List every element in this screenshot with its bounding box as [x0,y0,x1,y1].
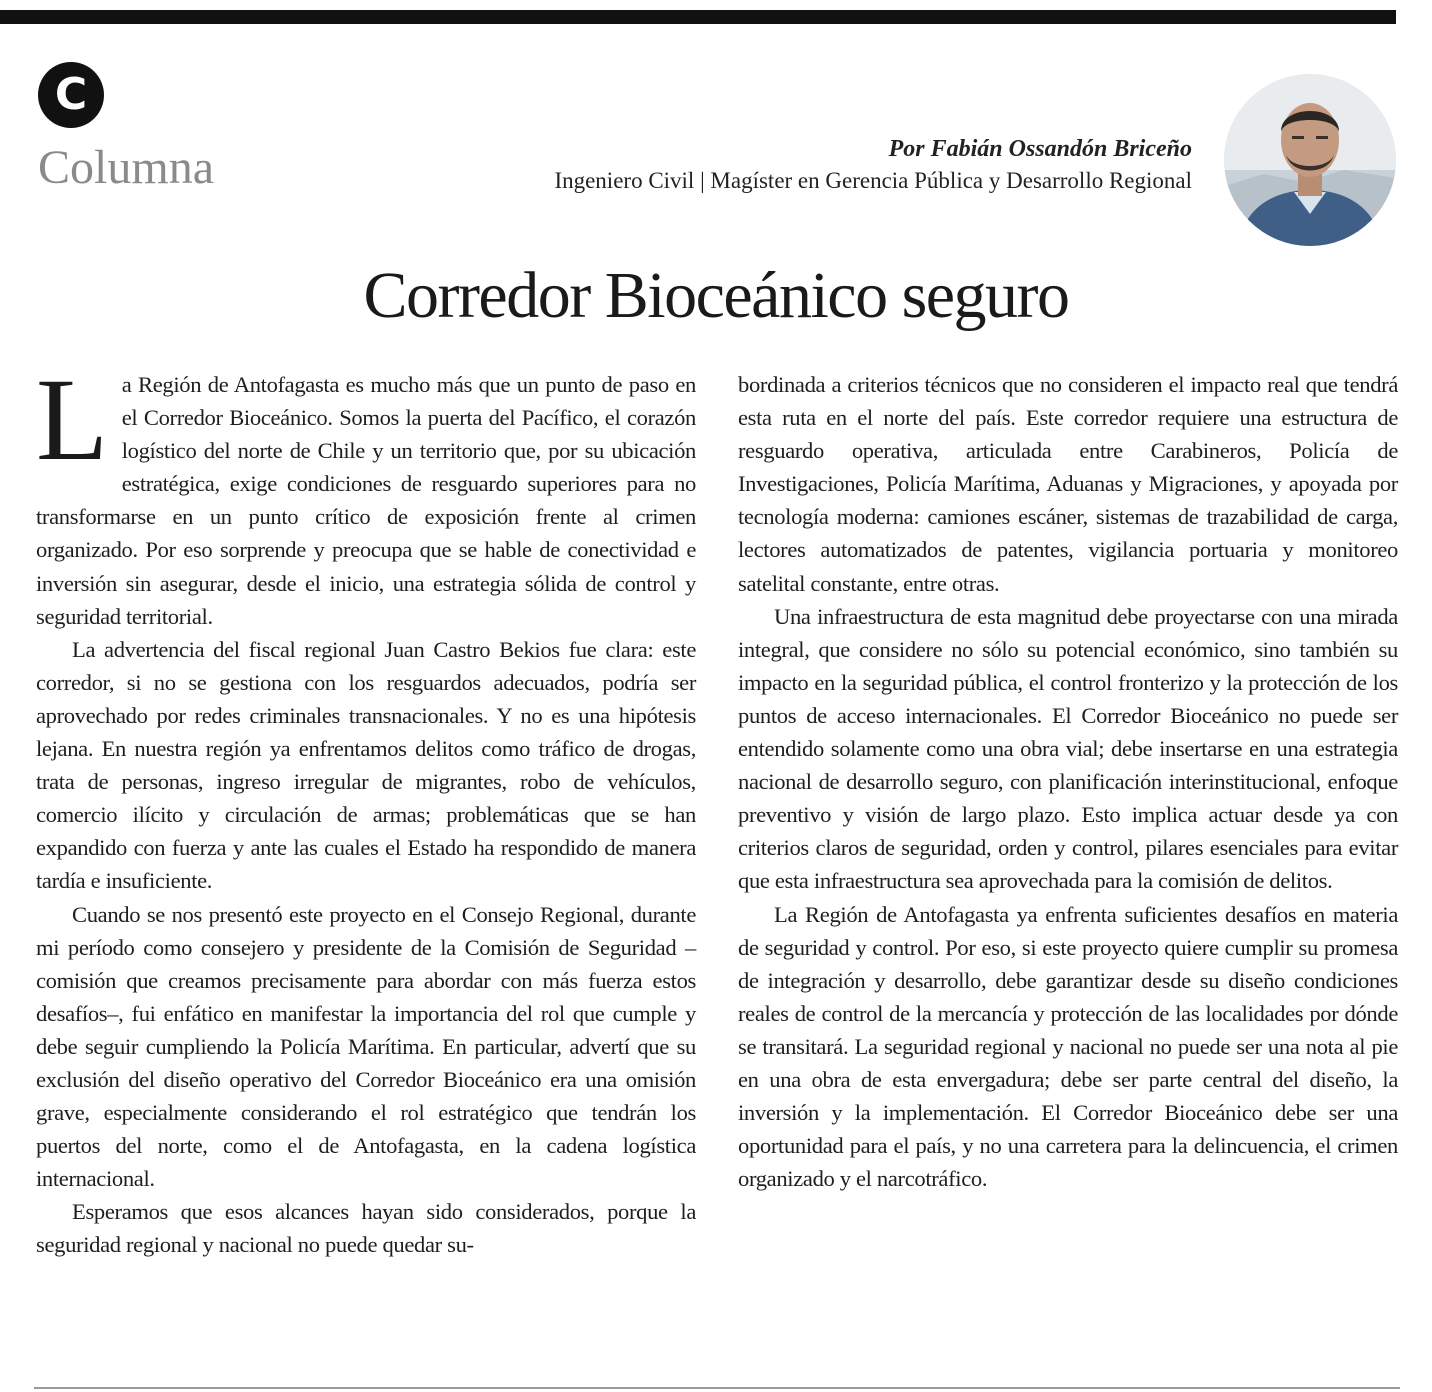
author-name: Por Fabián Ossandón Briceño [888,136,1192,162]
section-label: Columna [38,141,214,194]
article-paragraph: Una infraestructura de esta magnitud debe proyectarse con una mirada integral, que considere no sólo su potencial económico, sino también su impacto en la seguridad pública, el control fronterizo y la protección de los puntos de acceso internacionales. El Corredor Bioceánico no puede ser entendido solamente como una obra vial; debe insertarse en una estrategia nacional de desarrollo seguro, con planificación interinstitucional, enfoque preventivo y visión de largo plazo. Esto implica actuar desde ya con criterios claros de seguridad, orden y control, pilares esenciales para evitar que esta infraestructura sea aprovechada para la comisión de delitos. [738,603,1398,894]
author-credentials: Ingeniero Civil | Magíster en Gerencia Pública y Desarrollo Regional [554,168,1192,193]
bottom-rule [34,1387,1400,1389]
article-column-right [738,368,1398,1195]
article-paragraph: Esperamos que esos alcances hayan sido considerados, porque la seguridad regional y nacional no puede quedar su- [36,1199,696,1258]
article-paragraph: La advertencia del fiscal regional Juan Castro Bekios fue clara: este corredor, si no se gestiona con los resguardos adecuados, podría ser aprovechado por redes criminales transnacionales. Y no es una hipótesis lejana. En nuestra región ya enfrentamos delitos como tráfico de drogas, trata de personas, ingreso irregular de migrantes, robo de vehículos, comercio ilícito y circulación de armas; problemáticas que se han expandido con fuerza y ante las cuales el Estado ha respondido de manera tardía e insuficiente. [36,636,696,894]
author-photo [1224,74,1396,246]
paragraph-text: a Región de Antofagasta es mucho más que un punto de paso en el Corredor Bioceánico. Somos la puerta del Pacífico, el corazón logístico del norte de Chile y un territorio que, por su ubicación estratégica, exige condiciones de resguardo superiores para no transformarse en un punto crítico de exposición frente al crimen organizado. Por eso sorprende y preocupa que se hable de conectividad e inversión sin asegurar, desde el inicio, una estrategia sólida de control y seguridad territorial. [36,372,696,629]
article-headline: Corredor Bioceánico seguro [363,259,1069,332]
article-paragraph: Cuando se nos presentó este proyecto en el Consejo Regional, durante mi período como consejero y presidente de la Comisión de Seguridad –comisión que creamos precisamente para abordar con más fuerza estos desafíos–, fui enfático en manifestar la importancia del rol que cumple y debe seguir cumpliendo la Policía Marítima. En particular, advertí que su exclusión del diseño operativo del Corredor Bioceánico era una omisión grave, especialmente considerando el rol estratégico que tendrán los puertos del norte, como el de Antofagasta, en la cadena logística internacional. [36,901,696,1192]
article-paragraph: bordinada a criterios técnicos que no consideren el impacto real que tendrá esta ruta en el norte del país. Este corredor requiere una estructura de resguardo operativa, articulada entre Carabineros, Policía de Investigaciones, Policía Marítima, Aduanas y Migraciones, y apoyada por tecnología moderna: camiones escáner, sistemas de trazabilidad de carga, lectores automatizados de patentes, vigilancia portuaria y monitoreo satelital constante, entre otras. [738,372,1398,596]
article-paragraph: La Región de Antofagasta ya enfrenta suficientes desafíos en materia de seguridad y control. Por eso, si este proyecto quiere cumplir su promesa de integración y desarrollo, debe garantizar desde su diseño condiciones reales de control de la mercancía y protección de las localidades por dónde se transitará. La seguridad regional y nacional no puede ser una nota al pie en una obra de esta envergadura; debe ser parte central del diseño, la inversión y la implementación. El Corredor Bioceánico debe ser una oportunidad para el país, y no una carretera para la delincuencia, el crimen organizado y el narcotráfico. [738,901,1398,1192]
drop-cap: L [36,354,108,485]
section-badge: C [38,62,104,128]
article-paragraph [36,354,696,633]
article-column-left [36,354,696,1262]
byline [554,134,1192,198]
top-rule [0,10,1396,24]
